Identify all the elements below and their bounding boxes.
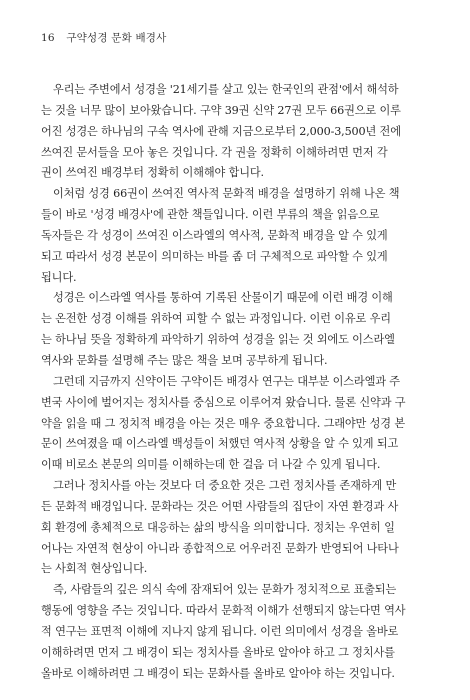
- text-line: 그러나 정치사를 아는 것보다 더 중요한 것은 그런 정치사를 존재하게 만: [53, 479, 397, 493]
- text-line: 적 연구는 표면적 이해에 지나지 않게 됩니다. 이런 의미에서 성경을 올바로: [41, 624, 399, 638]
- text-line: 올바로 이해하려면 그 배경이 되는 문화사를 올바로 알아야 하는 것입니다.: [41, 666, 395, 680]
- text-line: 어나는 자연적 현상이 아니라 종합적으로 어우러진 문화가 반영되어 나타나: [41, 541, 399, 555]
- paragraph-4: [41, 372, 439, 476]
- page-number: 16: [41, 32, 55, 44]
- text-line: 들이 바로 '성경 배경사'에 관한 책들입니다. 이런 부류의 책을 읽음으로: [41, 208, 380, 222]
- text-line: 어진 성경은 하나님의 구속 역사에 관해 지금으로부터 2,000-3,500년 전에: [41, 124, 401, 138]
- text-line: 성경은 이스라엘 역사를 통하여 기록된 산물이기 때문에 이런 배경 이해: [53, 291, 393, 305]
- text-line: 역사와 문화를 설명해 주는 많은 책을 보며 공부하게 됩니다.: [41, 353, 328, 367]
- text-line: 는 것을 너무 많이 보아왔습니다. 구약 39권 신약 27권 모두 66권으로 이루: [41, 103, 401, 117]
- paragraph-3: [41, 288, 439, 371]
- paragraph-2: [41, 184, 439, 288]
- text-line: 권이 쓰여진 배경부터 정확히 이해해야 합니다.: [41, 166, 264, 180]
- text-line: 이처럼 성경 66권이 쓰여진 역사적 문화적 배경을 설명하기 위해 나온 책: [53, 187, 400, 201]
- text-line: 되고 따라서 성경 본문이 의미하는 바를 좀 더 구체적으로 파악할 수 있게: [41, 249, 388, 263]
- text-line: 회 환경에 총체적으로 대응하는 삶의 방식을 의미합니다. 정치는 우연히 일: [41, 520, 395, 534]
- text-line: 행동에 영향을 주는 것입니다. 따라서 문화적 이해가 선행되지 않는다면 역사: [41, 604, 406, 618]
- text-line: 즉, 사람들의 깊은 의식 속에 잠재되어 있는 문화가 정치적으로 표출되는: [53, 583, 397, 597]
- paragraph-1: [41, 80, 439, 184]
- text-line: 약을 읽을 때 그 정치적 배경을 아는 것은 매우 중요합니다. 그래야만 성경 본: [41, 416, 405, 430]
- text-line: 는 사회적 현상입니다.: [41, 562, 148, 576]
- paragraph-5: [41, 476, 439, 580]
- paragraph-6: [41, 580, 439, 684]
- text-line: 됩니다.: [41, 270, 77, 284]
- text-line: 그런데 지금까지 신약이든 구약이든 배경사 연구는 대부분 이스라엘과 주: [53, 374, 400, 388]
- text-line: 는 하나님 뜻을 정확하게 파악하기 위하여 성경을 읽는 것 외에도 이스라엘: [41, 333, 395, 347]
- text-line: 든 문화적 배경입니다. 문화라는 것은 어떤 사람들의 집단이 자연 환경과 사: [41, 499, 399, 513]
- text-line: 이해하려면 먼저 그 배경이 되는 정치사를 올바로 알아야 하고 그 정치사를: [41, 645, 395, 659]
- book-title: 구약성경 문화 배경사: [66, 32, 167, 44]
- text-line: 우리는 주변에서 성경을 '21세기를 살고 있는 한국인의 관점'에서 해석하: [53, 83, 399, 96]
- text-line: 변국 사이에 벌어지는 정치사를 중심으로 이루어져 왔습니다. 물론 신약과 구: [41, 395, 406, 409]
- text-line: 이때 비로소 본문의 의미를 이해하는데 한 걸음 더 나갈 수 있게 됩니다.: [41, 458, 381, 472]
- text-line: 독자들은 각 성경이 쓰여진 이스라엘의 역사적, 문화적 배경을 알 수 있게: [41, 228, 388, 242]
- body-text: [41, 80, 439, 684]
- running-head: [41, 30, 166, 45]
- text-line: 는 온전한 성경 이해를 위하여 피할 수 없는 과정입니다. 이런 이유로 우리: [41, 312, 391, 326]
- text-line: 문이 쓰여졌을 때 이스라엘 백성들이 처했던 역사적 상황을 알 수 있게 되고: [41, 437, 399, 451]
- text-line: 쓰여진 문서들을 모아 놓은 것입니다. 각 권을 정확히 이해하려면 먼저 각: [41, 145, 388, 159]
